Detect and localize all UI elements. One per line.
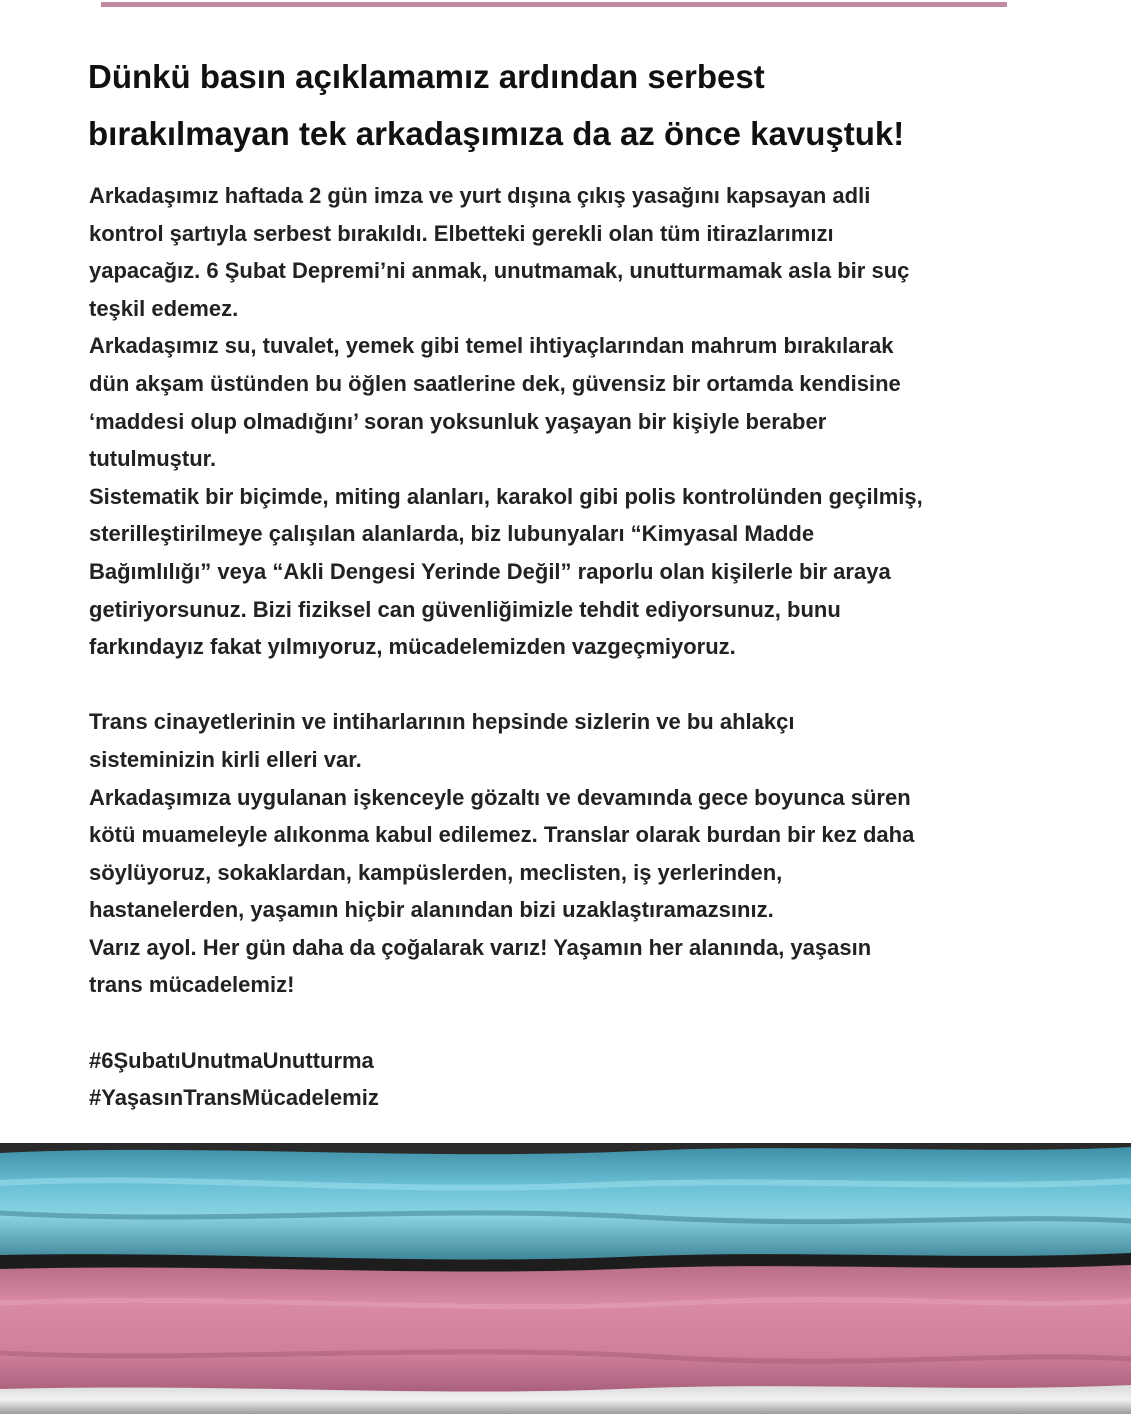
hashtags (89, 1042, 1089, 1117)
text-line: sisteminizin kirli elleri var. (89, 746, 362, 772)
headline-line-2: bırakılmayan tek arkadaşımıza da az önce kavuştuk! (88, 115, 905, 152)
hashtag: #YaşasınTransMücadelemiz (89, 1085, 379, 1111)
text-line: kötü muameleyle alıkonma kabul edilemez. Translar olarak burdan bir kez daha (89, 822, 915, 848)
text-line: Sistematik bir biçimde, miting alanları, karakol gibi polis kontrolünden geçilmiş, (89, 483, 923, 509)
paragraph-systematic (89, 478, 1089, 666)
text-line: Arkadaşımız haftada 2 gün imza ve yurt dışına çıkış yasağını kapsayan adli (89, 183, 871, 208)
text-line: farkındayız fakat yılmıyoruz, mücadelemizden vazgeçmiyoruz. (89, 634, 736, 660)
paragraph-release (89, 177, 1089, 327)
text-line: sterilleştirilmeye çalışılan alanlarda, biz lubunyaları “Kimyasal Madde (89, 521, 815, 547)
text-line: Arkadaşımıza uygulanan işkenceyle gözaltı ve devamında gece boyunca süren (89, 784, 911, 810)
headline (88, 48, 1048, 162)
text-line: kontrol şartıyla serbest bırakıldı. Elbetteki gerekli olan tüm itirazlarımızı (89, 220, 834, 246)
text-line: dün akşam üstünden bu öğlen saatlerine dek, güvensiz bir ortamda kendisine (89, 370, 901, 396)
statement-body (89, 177, 1089, 1117)
headline-line-1: Dünkü basın açıklamamız ardından serbest (88, 58, 765, 95)
text-line: trans mücadelemiz! (89, 972, 295, 998)
top-divider (101, 2, 1007, 7)
text-line: yapacağız. 6 Şubat Depremi’ni anmak, unutmamak, unutturmamak asla bir suç (89, 258, 910, 284)
paragraph-trans-murders (89, 703, 1089, 778)
text-line: söylüyoruz, sokaklardan, kampüslerden, meclisten, iş yerlerinden, (89, 859, 783, 885)
text-line: getiriyorsunuz. Bizi fiziksel can güvenliğimizle tehdit ediyorsunuz, bunu (89, 596, 841, 622)
hashtag: #6ŞubatıUnutmaUnutturma (89, 1047, 374, 1073)
text-line: Trans cinayetlerinin ve intiharlarının hepsinde sizlerin ve bu ahlakçı (89, 709, 795, 735)
paragraph-detention (89, 327, 1089, 477)
trans-flag-fabric-image (0, 1143, 1131, 1414)
text-line: ‘maddesi olup olmadığını’ soran yoksunluk yaşayan bir kişiyle beraber (89, 408, 827, 434)
paragraph-gap (89, 666, 1089, 704)
paragraph-torture (89, 779, 1089, 929)
paragraph-slogan (89, 929, 1089, 1004)
text-line: teşkil edemez. (89, 295, 239, 321)
text-line: Arkadaşımız su, tuvalet, yemek gibi temel ihtiyaçlarından mahrum bırakılarak (89, 333, 894, 359)
text-line: Bağımlılığı” veya “Akli Dengesi Yerinde Değil” raporlu olan kişilerle bir araya (89, 558, 891, 584)
text-line: tutulmuştur. (89, 446, 217, 472)
text-line: hastanelerden, yaşamın hiçbir alanından bizi uzaklaştıramazsınız. (89, 897, 774, 923)
paragraph-gap (89, 1004, 1089, 1042)
text-line: Varız ayol. Her gün daha da çoğalarak varız! Yaşamın her alanında, yaşasın (89, 934, 872, 960)
